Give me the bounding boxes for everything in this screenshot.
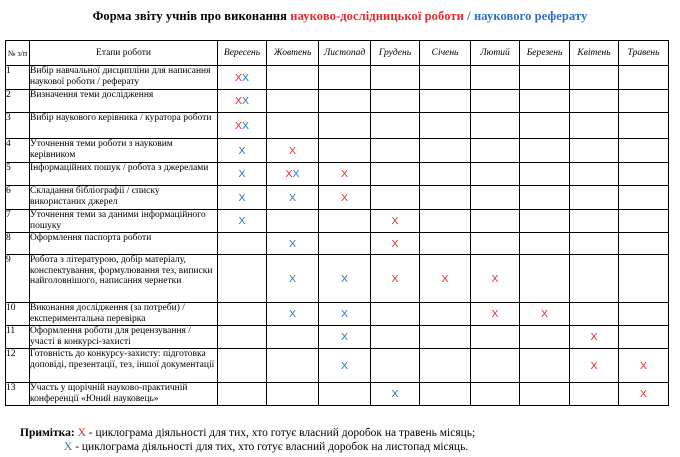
- red-mark: X: [540, 308, 548, 320]
- row-stage: Вибір наукового керівника / куратора роботи: [30, 113, 218, 139]
- red-mark: X: [590, 331, 598, 343]
- month-cell: [471, 383, 520, 406]
- month-cell: [420, 326, 471, 349]
- blue-mark: X: [340, 308, 348, 320]
- month-cell: [619, 255, 669, 303]
- month-cell: [371, 210, 420, 233]
- note-label: Примітка:: [20, 427, 75, 439]
- red-mark: X: [491, 272, 499, 285]
- row-stage: Складання бібліографії / списку використаних джерел: [30, 186, 218, 210]
- month-cell: [218, 186, 267, 210]
- blue-mark: X: [238, 144, 246, 157]
- schedule-table: [5, 40, 669, 406]
- blue-mark: X: [242, 71, 250, 84]
- month-cell: [267, 233, 319, 255]
- table-row: [6, 186, 669, 210]
- red-mark: X: [391, 272, 399, 285]
- note-red-mark: X: [77, 427, 86, 439]
- month-cell: [619, 163, 669, 186]
- row-stage: Участь у щорічній науково-практичній конференції «Юний науковець»: [30, 383, 218, 406]
- month-cell: [471, 186, 520, 210]
- title-prefix: Форма звіту учнів про виконання: [92, 9, 291, 23]
- header-month: Жовтень: [267, 41, 319, 66]
- row-stage: Визначення теми дослідження: [30, 90, 218, 113]
- month-cell: [218, 326, 267, 349]
- table-row: [6, 255, 669, 303]
- month-cell: [520, 186, 570, 210]
- month-cell: [570, 90, 619, 113]
- blue-mark: X: [288, 191, 296, 204]
- month-cell: [267, 163, 319, 186]
- row-stage: Виконання дослідження (за потреби) / експериментальна перевірка: [30, 303, 218, 326]
- row-number: 10: [6, 303, 30, 326]
- month-cell: [570, 186, 619, 210]
- page-title: [0, 9, 680, 24]
- month-cell: [520, 233, 570, 255]
- red-mark: X: [288, 144, 296, 157]
- month-cell: [471, 255, 520, 303]
- red-mark: X: [285, 168, 293, 180]
- month-cell: [520, 255, 570, 303]
- month-cell: [471, 139, 520, 163]
- header-month: Січень: [420, 41, 471, 66]
- month-cell: [267, 113, 319, 139]
- month-cell: [570, 163, 619, 186]
- month-cell: [471, 113, 520, 139]
- month-cell: [218, 90, 267, 113]
- row-number: 8: [6, 233, 30, 255]
- table-row: [6, 163, 669, 186]
- month-cell: [420, 255, 471, 303]
- table-row: [6, 349, 669, 383]
- table-row: [6, 113, 669, 139]
- month-cell: [420, 139, 471, 163]
- month-cell: [570, 113, 619, 139]
- row-number: 13: [6, 383, 30, 406]
- month-cell: [619, 326, 669, 349]
- month-cell: [619, 233, 669, 255]
- title-research: науково-дослідницької роботи: [290, 9, 464, 23]
- month-cell: [471, 233, 520, 255]
- month-cell: [319, 186, 371, 210]
- month-cell: [267, 383, 319, 406]
- month-cell: [619, 303, 669, 326]
- table-body: [6, 66, 669, 406]
- header-stage: Етапи роботи: [30, 41, 218, 66]
- month-cell: [319, 326, 371, 349]
- month-cell: [570, 383, 619, 406]
- month-cell: [420, 303, 471, 326]
- month-cell: [619, 383, 669, 406]
- table-row: [6, 90, 669, 113]
- month-cell: [420, 233, 471, 255]
- header-month: Лютий: [471, 41, 520, 66]
- blue-mark: X: [238, 215, 246, 227]
- header-month: Березень: [520, 41, 570, 66]
- month-cell: [371, 163, 420, 186]
- month-cell: [218, 139, 267, 163]
- red-mark: X: [340, 191, 348, 204]
- month-cell: [319, 303, 371, 326]
- month-cell: [319, 233, 371, 255]
- month-cell: [420, 90, 471, 113]
- red-mark: X: [491, 308, 499, 320]
- row-number: 4: [6, 139, 30, 163]
- month-cell: [619, 113, 669, 139]
- month-cell: [471, 303, 520, 326]
- month-cell: [619, 66, 669, 90]
- month-cell: [520, 349, 570, 383]
- red-mark: X: [590, 359, 598, 372]
- note-blue-mark: X: [64, 441, 73, 453]
- blue-mark: X: [242, 95, 250, 107]
- header-month: Вересень: [218, 41, 267, 66]
- table-row: [6, 303, 669, 326]
- month-cell: [218, 303, 267, 326]
- row-stage: Робота з літературою, добір матеріалу, конспектування, формулювання тез, виписки найголовнішого, написання чернетки: [30, 255, 218, 303]
- month-cell: [471, 210, 520, 233]
- month-cell: [619, 139, 669, 163]
- red-mark: X: [234, 71, 242, 84]
- note-blue-text: - циклограма діяльності для тих, хто готує власний доробок на листопад місяць.: [72, 441, 469, 453]
- blue-mark: X: [340, 272, 348, 285]
- row-stage: Уточнення теми за даними інформаційного пошуку: [30, 210, 218, 233]
- month-cell: [319, 163, 371, 186]
- month-cell: [267, 326, 319, 349]
- row-number: 3: [6, 113, 30, 139]
- month-cell: [570, 303, 619, 326]
- month-cell: [319, 255, 371, 303]
- month-cell: [319, 90, 371, 113]
- month-cell: [520, 66, 570, 90]
- month-cell: [319, 210, 371, 233]
- month-cell: [319, 349, 371, 383]
- month-cell: [520, 383, 570, 406]
- month-cell: [570, 349, 619, 383]
- month-cell: [471, 163, 520, 186]
- table-row: [6, 233, 669, 255]
- header-month: Грудень: [371, 41, 420, 66]
- month-cell: [371, 90, 420, 113]
- red-mark: X: [340, 168, 348, 180]
- table-row: [6, 66, 669, 90]
- month-cell: [520, 113, 570, 139]
- month-cell: [570, 233, 619, 255]
- month-cell: [218, 349, 267, 383]
- month-cell: [471, 66, 520, 90]
- row-stage: Оформлення паспорта роботи: [30, 233, 218, 255]
- month-cell: [371, 66, 420, 90]
- month-cell: [520, 210, 570, 233]
- month-cell: [420, 113, 471, 139]
- month-cell: [471, 349, 520, 383]
- blue-mark: X: [288, 272, 296, 285]
- note-red-line: [20, 427, 475, 439]
- month-cell: [570, 139, 619, 163]
- month-cell: [471, 326, 520, 349]
- header-row: [6, 41, 669, 66]
- month-cell: [218, 163, 267, 186]
- row-stage: Оформлення роботи для рецензування / участі в конкурсі-захисті: [30, 326, 218, 349]
- month-cell: [267, 66, 319, 90]
- month-cell: [319, 66, 371, 90]
- blue-mark: X: [340, 359, 348, 372]
- month-cell: [420, 66, 471, 90]
- note-blue-line: [64, 441, 468, 453]
- blue-mark: X: [288, 308, 296, 320]
- row-stage: Уточнення теми роботи з науковим керівником: [30, 139, 218, 163]
- table-row: [6, 383, 669, 406]
- month-cell: [267, 210, 319, 233]
- blue-mark: X: [288, 237, 296, 250]
- month-cell: [619, 186, 669, 210]
- month-cell: [420, 186, 471, 210]
- blue-mark: X: [242, 119, 250, 132]
- month-cell: [218, 113, 267, 139]
- red-mark: X: [441, 272, 449, 285]
- row-number: 7: [6, 210, 30, 233]
- red-mark: X: [391, 237, 399, 250]
- month-cell: [371, 383, 420, 406]
- red-mark: X: [391, 215, 399, 227]
- month-cell: [371, 349, 420, 383]
- row-number: 6: [6, 186, 30, 210]
- month-cell: [619, 349, 669, 383]
- red-mark: X: [234, 119, 242, 132]
- month-cell: [267, 255, 319, 303]
- month-cell: [267, 90, 319, 113]
- month-cell: [371, 233, 420, 255]
- header-num: № з/п: [6, 41, 30, 66]
- month-cell: [267, 303, 319, 326]
- red-mark: X: [639, 359, 647, 372]
- month-cell: [520, 163, 570, 186]
- month-cell: [267, 349, 319, 383]
- month-cell: [570, 66, 619, 90]
- title-separator: /: [463, 9, 474, 23]
- row-number: 5: [6, 163, 30, 186]
- row-number: 9: [6, 255, 30, 303]
- header-month: Листопад: [319, 41, 371, 66]
- blue-mark: X: [292, 168, 300, 180]
- month-cell: [319, 139, 371, 163]
- month-cell: [619, 90, 669, 113]
- month-cell: [218, 66, 267, 90]
- month-cell: [420, 349, 471, 383]
- row-number: 12: [6, 349, 30, 383]
- month-cell: [371, 255, 420, 303]
- month-cell: [319, 113, 371, 139]
- row-stage: Готовність до конкурсу-захисту: підготовка доповіді, презентації, тез, іншої документації: [30, 349, 218, 383]
- month-cell: [371, 303, 420, 326]
- month-cell: [520, 139, 570, 163]
- month-cell: [371, 139, 420, 163]
- month-cell: [267, 139, 319, 163]
- table-row: [6, 210, 669, 233]
- month-cell: [218, 255, 267, 303]
- note-red-text: - циклограма діяльності для тих, хто готує власний доробок на травень місяць;: [85, 427, 476, 439]
- month-cell: [420, 210, 471, 233]
- month-cell: [619, 210, 669, 233]
- month-cell: [570, 326, 619, 349]
- month-cell: [471, 90, 520, 113]
- month-cell: [371, 186, 420, 210]
- header-month: Травень: [619, 41, 669, 66]
- red-mark: X: [234, 95, 242, 107]
- month-cell: [520, 303, 570, 326]
- table-row: [6, 326, 669, 349]
- red-mark: X: [639, 388, 647, 400]
- blue-mark: X: [340, 331, 348, 343]
- month-cell: [218, 210, 267, 233]
- table-row: [6, 139, 669, 163]
- month-cell: [520, 90, 570, 113]
- month-cell: [520, 326, 570, 349]
- blue-mark: X: [391, 388, 399, 400]
- month-cell: [371, 326, 420, 349]
- month-cell: [371, 113, 420, 139]
- title-report: наукового реферату: [473, 9, 588, 23]
- row-number: 2: [6, 90, 30, 113]
- month-cell: [218, 233, 267, 255]
- month-cell: [420, 383, 471, 406]
- blue-mark: X: [238, 168, 246, 180]
- row-stage: Інформаційних пошук / робота з джерелами: [30, 163, 218, 186]
- month-cell: [420, 163, 471, 186]
- month-cell: [267, 186, 319, 210]
- month-cell: [570, 255, 619, 303]
- month-cell: [570, 210, 619, 233]
- blue-mark: X: [238, 191, 246, 204]
- month-cell: [319, 383, 371, 406]
- row-number: 1: [6, 66, 30, 90]
- row-stage: Вибір навчальної дисципліни для написання наукової роботи / реферату: [30, 66, 218, 90]
- row-number: 11: [6, 326, 30, 349]
- header-month: Квітень: [570, 41, 619, 66]
- month-cell: [218, 383, 267, 406]
